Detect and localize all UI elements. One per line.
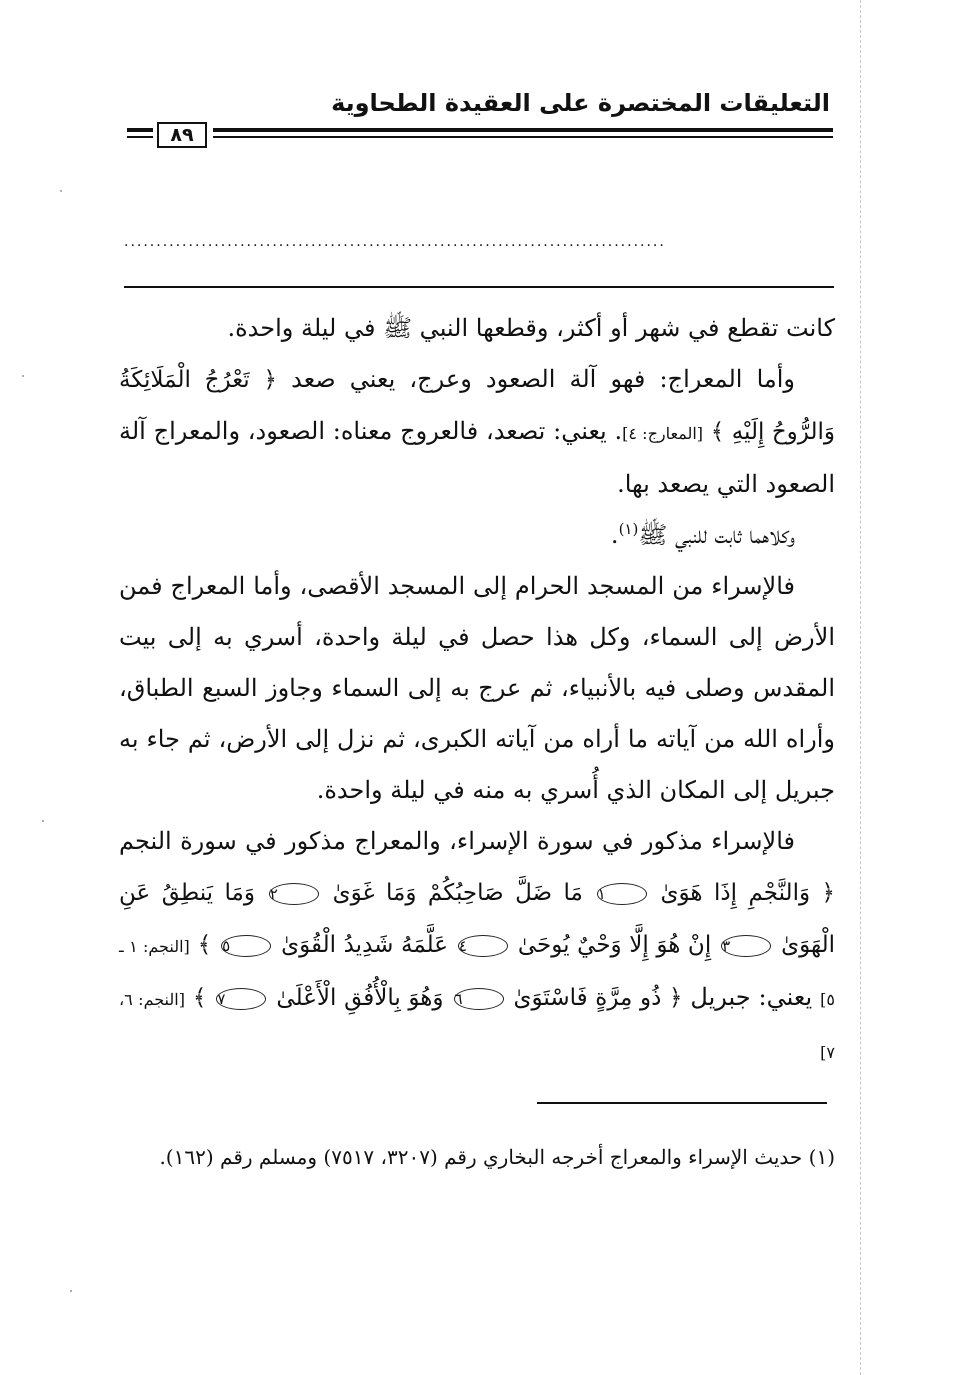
header-rule	[127, 122, 833, 152]
quran-verse: ﴿ تَعْرُجُ الْمَلَائِكَةُ وَالرُّوحُ إِلَيْهِ ﴾	[119, 367, 835, 445]
paragraph-both-proven: وكلاهما ثابت للنبي ﷺ$^{(١)}$.	[610, 520, 795, 549]
footnote: (١) حديث الإسراء والمعراج أخرجه البخاري رقم (٣٢٠٧، ٧٥١٧) ومسلم رقم (١٦٢).	[159, 1145, 835, 1169]
ayah-number: ٤	[458, 935, 508, 957]
text-top-rule	[124, 286, 834, 288]
ayah-number: ٥	[221, 935, 271, 957]
scan-speck	[60, 190, 62, 192]
ayah-number: ١	[597, 883, 647, 905]
quran-verse: مَا ضَلَّ صَاحِبُكُمْ وَمَا غَوَىٰ	[332, 880, 583, 906]
paragraph-isra: فالإسراء من المسجد الحرام إلى المسجد الأقصى، وأما المعراج فمن الأرض إلى السماء، وكل هذا حصل في ليلة واحدة، أسري به إلى بيت المقدس وصلى فيه بالأنبياء، ثم عرج به إلى السماء وجاوز السبع الطباق، وأراه الله من آياته ما أراه من آياته الكبرى، ثم نزل إلى الأرض، ثم جاء به جبريل إلى المكان الذي أُسري به منه في ليلة واحدة.	[119, 572, 835, 804]
footnote-marker: (١)	[618, 520, 639, 538]
verse-reference: [النجم: ٦، ٧]	[119, 990, 835, 1062]
quran-verse: عَلَّمَهُ شَدِيدُ الْقُوَىٰ	[281, 932, 448, 958]
dotted-separator: ....................................................................................	[124, 236, 666, 248]
verse-reference: [النجم: ١ ـ ٥]	[119, 937, 835, 1009]
scan-edge-line	[860, 0, 861, 1375]
paragraph-1: كانت تقطع في شهر أو أكثر، وقطعها النبي ﷺ في ليلة واحدة.	[227, 314, 835, 342]
ayah-number: ٢	[269, 883, 319, 905]
quran-verse: ﴿ ذُو مِرَّةٍ فَاسْتَوَىٰ	[513, 985, 683, 1011]
scan-speck	[22, 375, 24, 377]
ayah-number: ٣	[721, 935, 771, 957]
scan-speck	[70, 1290, 72, 1292]
page-number: ٨٩	[157, 122, 207, 148]
body-text	[119, 303, 835, 1078]
quran-verse: وَمَا يَنطِقُ عَنِ الْهَوَىٰ	[119, 880, 836, 958]
footnote-rule	[537, 1102, 827, 1104]
quran-verse: إِنْ هُوَ إِلَّا وَحْيٌ يُوحَىٰ	[517, 932, 712, 958]
paragraph-miraj: وأما المعراج: فهو آلة الصعود وعرج، يعني صعد ﴿ تَعْرُجُ الْمَلَائِكَةُ وَالرُّوحُ إِلَيْهِ ﴾ [المعارج: ٤]. يعني: تصعد، فالعروج معناه: الصعود، والمعراج آلة الصعود التي يصعد بها.	[119, 365, 835, 498]
verse-reference: [المعارج: ٤]	[622, 424, 704, 443]
paragraph-surah: فالإسراء مذكور في سورة الإسراء، والمعراج مذكور في سورة النجم ﴿ وَالنَّجْمِ إِذَا هَوَىٰ ١ مَا ضَلَّ صَاحِبُكُمْ وَمَا غَوَىٰ ٢ وَمَا يَنطِقُ عَنِ الْهَوَىٰ ٣ إِنْ هُوَ إِلَّا وَحْيٌ يُوحَىٰ ٤ عَلَّمَهُ شَدِيدُ الْقُوَىٰ ٥ ﴾ [النجم: ١ ـ ٥] يعني: جبريل ﴿ ذُو مِرَّةٍ فَاسْتَوَىٰ ٦ وَهُوَ بِالْأُفُقِ الْأَعْلَىٰ ٧ ﴾ [النجم: ٦، ٧]	[119, 827, 836, 1062]
quran-verse: وَهُوَ بِالْأُفُقِ الْأَعْلَىٰ	[276, 985, 444, 1011]
ayah-number: ٧	[216, 988, 266, 1010]
quran-verse: ﴿ وَالنَّجْمِ إِذَا هَوَىٰ	[660, 880, 836, 906]
running-title: التعليقات المختصرة على العقيدة الطحاوية	[331, 89, 830, 117]
scan-speck	[42, 820, 44, 822]
ayah-number: ٦	[454, 988, 504, 1010]
